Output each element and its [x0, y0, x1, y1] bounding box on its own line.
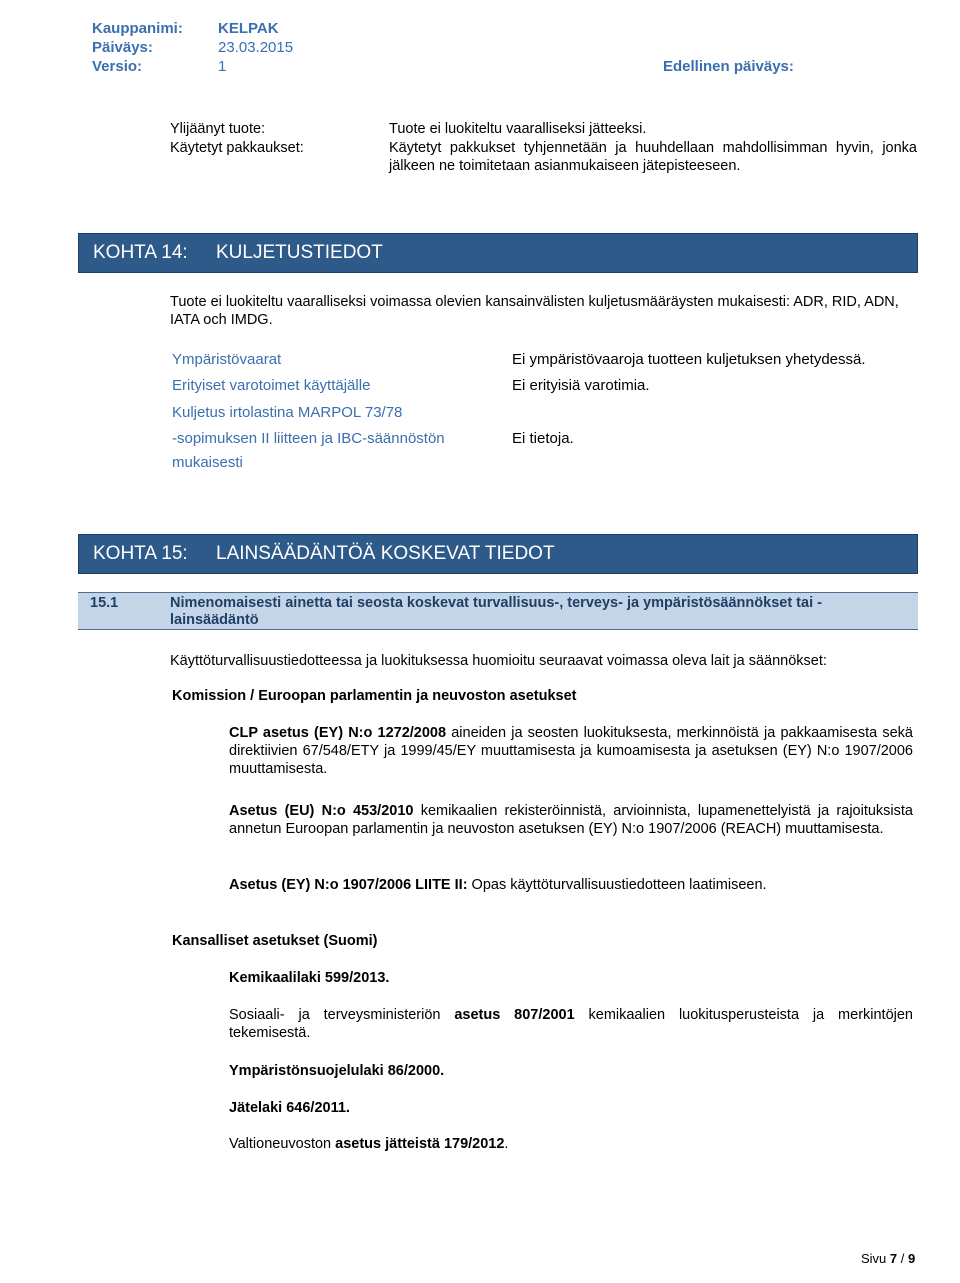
transport-value-bulk: Ei tietoja. — [512, 430, 574, 447]
previous-date-label: Edellinen päiväys: — [663, 58, 794, 75]
page-separator: / — [897, 1251, 908, 1266]
reach-amendment — [229, 802, 913, 838]
packaging-label: Käytetyt pakkaukset: — [170, 140, 304, 156]
page-number — [861, 1251, 915, 1266]
page-current: 7 — [889, 1251, 898, 1266]
transport-label-environment: Ympäristövaarat — [172, 351, 282, 368]
subsection-15-1-header — [78, 592, 918, 630]
transport-label-marpol: Kuljetus irtolastina MARPOL 73/78 — [172, 404, 403, 421]
eu-regulations-heading: Komission / Euroopan parlamentin ja neuvoston asetukset — [172, 688, 577, 704]
date-value: 23.03.2015 — [218, 39, 294, 56]
transport-value-precautions: Ei erityisiä varotimia. — [512, 377, 650, 394]
reach-amendment-text: kemikaalien rekisteröinnistä, arvioinnista, lupamenettelyistä ja rajoituksista annetun Euroopan parlamentin ja neuvoston asetuksen (EY) N:o 1907/2006 (REACH) muuttamisesta. — [229, 803, 913, 837]
waste-decree-ref: asetus jätteistä 179/2012 — [335, 1136, 505, 1152]
date-label: Päiväys: — [92, 39, 153, 56]
waste-act: Jätelaki 646/2011. — [229, 1100, 350, 1116]
chemicals-act: Kemikaalilaki 599/2013. — [229, 970, 390, 986]
transport-label-precautions: Erityiset varotoimet käyttäjälle — [172, 377, 371, 394]
section-14-header — [78, 233, 918, 273]
waste-decree-pre: Valtioneuvoston — [229, 1136, 336, 1152]
stm-decree-ref: asetus 807/2001 — [454, 1007, 575, 1023]
section-14-number: KOHTA 14: — [93, 242, 188, 263]
stm-decree — [229, 1006, 913, 1042]
transport-label-ibc: -sopimuksen II liitteen ja IBC-säännöstön — [172, 430, 445, 447]
section-15-header — [78, 534, 918, 574]
national-regulations-heading: Kansalliset asetukset (Suomi) — [172, 933, 378, 949]
reach-annex-ref: Asetus (EY) N:o 1907/2006 LIITE II: — [229, 877, 468, 893]
clp-regulation-text: aineiden ja seosten luokituksesta, merkinnöistä ja pakkaamisesta sekä direktiivien 67/548/ETY ja 1999/45/EY muuttamisesta ja kumoamisesta ja asetuksen (EY) N:o 1907/2006 muuttamisesta. — [229, 725, 913, 777]
clp-regulation-ref: CLP asetus (EY) N:o 1272/2008 — [229, 725, 447, 741]
company-label: Kauppanimi: — [92, 20, 183, 37]
surplus-label: Ylijäänyt tuote: — [170, 121, 266, 137]
subsection-15-1-title: Nimenomaisesti ainetta tai seosta koskevat turvallisuus-, terveys- ja ympäristösäännökset tai -lainsäädäntö — [170, 595, 822, 628]
transport-intro: Tuote ei luokiteltu vaaralliseksi voimassa olevien kansainvälisten kuljetusmääräysten mukaisesti: ADR, RID, ADN, IATA och IMDG. — [170, 294, 899, 328]
version-label: Versio: — [92, 58, 143, 75]
section-14-title: KULJETUSTIEDOT — [216, 242, 383, 263]
surplus-text: Tuote ei luokiteltu vaaralliseksi jätteeksi. — [389, 121, 647, 137]
company-value: KELPAK — [218, 20, 279, 37]
legislation-intro: Käyttöturvallisuustiedotteessa ja luokituksessa huomioitu seuraavat voimassa oleva lait ja säännökset: — [170, 653, 827, 669]
environmental-protection-act: Ympäristönsuojelulaki 86/2000. — [229, 1063, 445, 1079]
clp-regulation — [229, 724, 913, 778]
transport-label-mukaisesti: mukaisesti — [172, 454, 243, 471]
version-value: 1 — [218, 58, 227, 75]
reach-amendment-ref: Asetus (EU) N:o 453/2010 — [229, 803, 414, 819]
transport-value-environment: Ei ympäristövaaroja tuotteen kuljetuksen yhetydessä. — [512, 351, 866, 368]
reach-annex-ii — [229, 876, 913, 894]
page-total: 9 — [907, 1251, 916, 1266]
stm-decree-post: kemikaalien luokitusperusteista ja merkintöjen tekemisestä. — [229, 1007, 913, 1041]
subsection-15-1-number: 15.1 — [90, 595, 119, 611]
section-15-title: LAINSÄÄDÄNTÖÄ KOSKEVAT TIEDOT — [216, 543, 555, 564]
stm-decree-pre: Sosiaali- ja terveysministeriön — [229, 1007, 455, 1023]
section-15-number: KOHTA 15: — [93, 543, 188, 564]
waste-decree-post: . — [504, 1136, 509, 1152]
waste-decree — [229, 1135, 508, 1153]
page-prefix: Sivu — [861, 1251, 890, 1266]
reach-annex-text: Opas käyttöturvallisuustiedotteen laatimiseen. — [467, 877, 767, 893]
packaging-text: Käytetyt pakkukset tyhjennetään ja huuhdellaan mahdollisimman hyvin, jonka jälkeen ne toimitetaan asianmukaiseen jätepisteeseen. — [389, 140, 917, 174]
